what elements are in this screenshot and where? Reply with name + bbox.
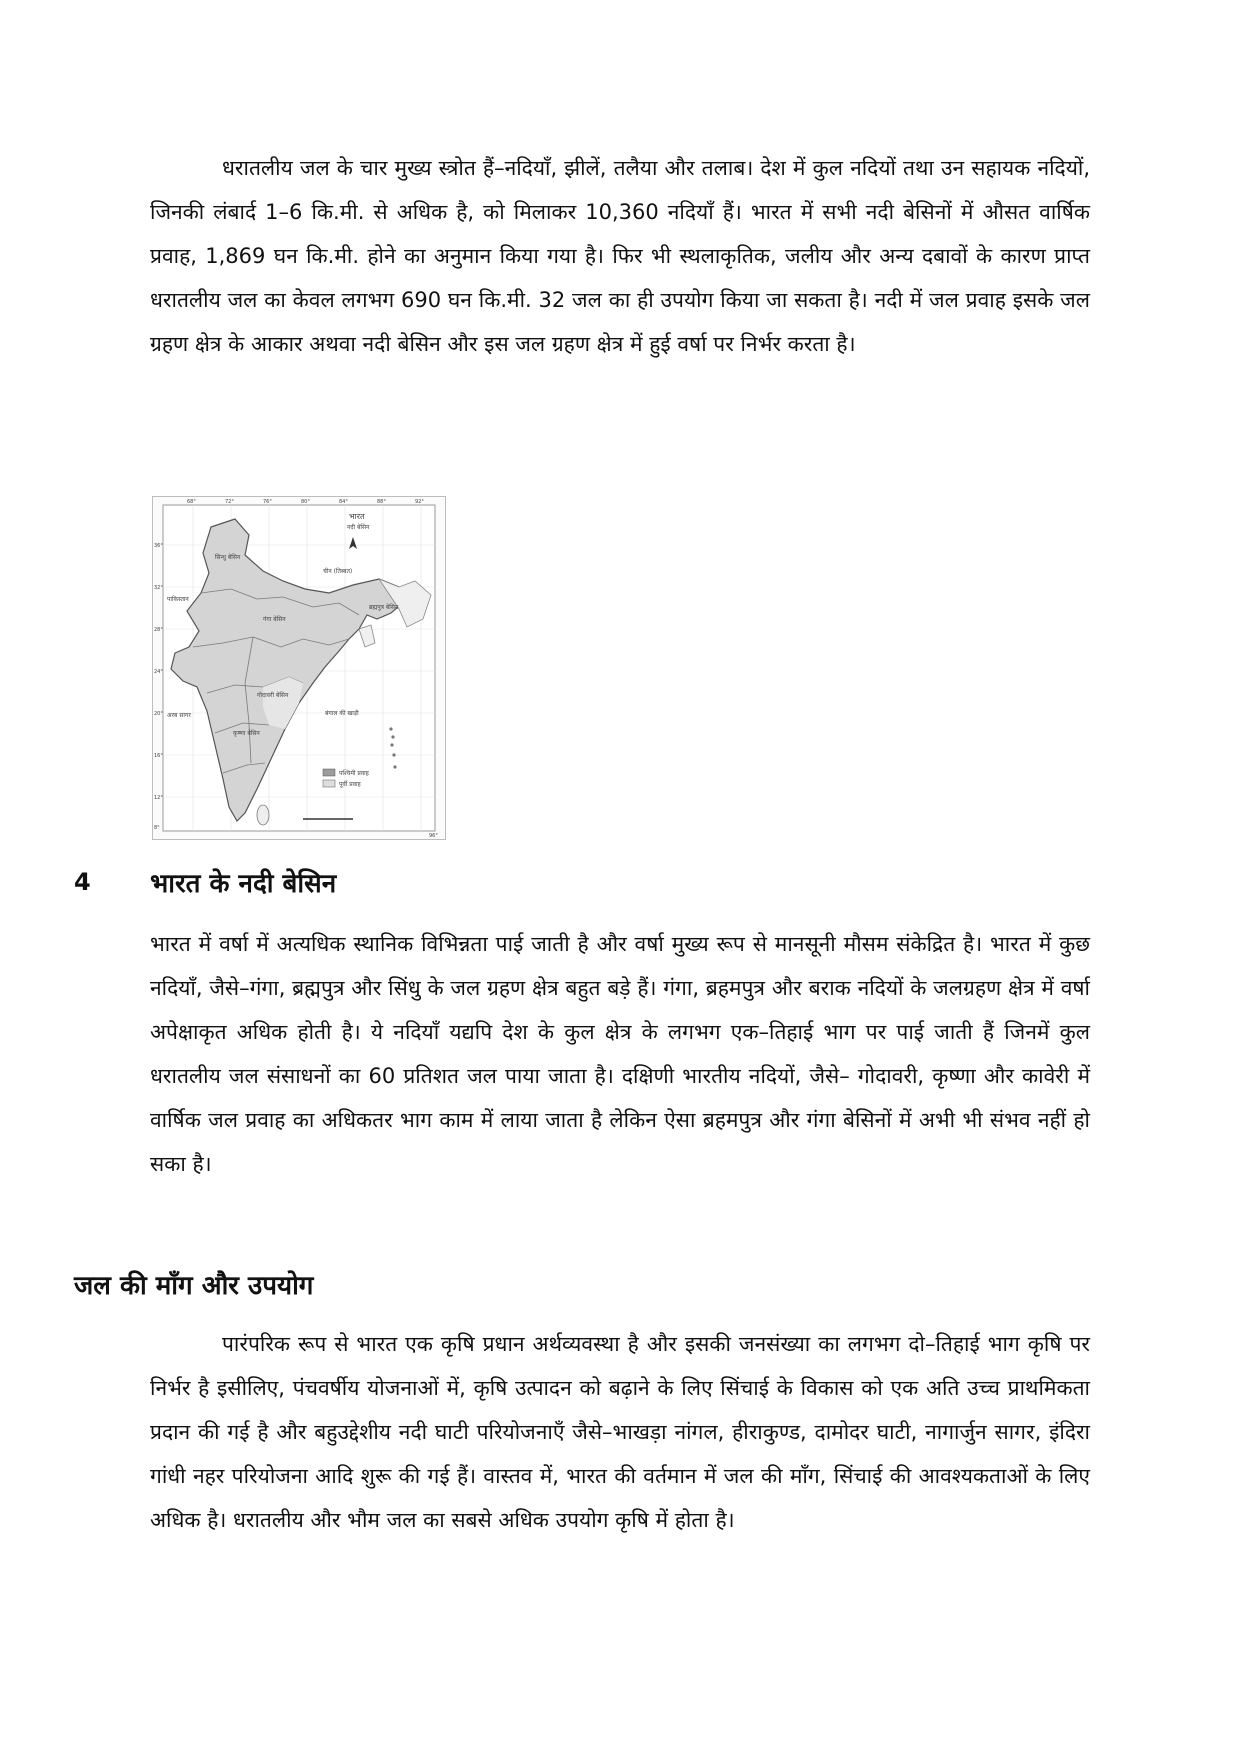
map-subtitle: नदी बेसिन <box>347 524 370 531</box>
paragraph-river-basins: भारत में वर्षा में अत्यधिक स्थानिक विभिन्नता पाई जाती है और वर्षा मुख्य रूप से मानसूनी मौसम संकेद्रित है। भारत में कुछ नदियाँ, जैसे–गंगा, ब्रह्मपुत्र और सिंधु के जल ग्रहण क्षेत्र बहुत बड़े हैं। गंगा, ब्रहमपुत्र और बराक नदियों के जलग्रहण क्षेत्र में वर्षा अपेक्षाकृत अधिक होती है। ये नदियाँ यद्यपि देश के कुल क्षेत्र के लगभग एक–तिहाई भाग पर पाई जाती हैं जिनमें कुल धरातलीय जल संसाधनों का 60 प्रतिशत जल पाया जाता है। दक्षिणी भारतीय नदियों, जैसे– गोदावरी, कृष्णा और कावेरी में वार्षिक जल प्रवाह का अधिकतर भाग काम में लाया जाता है लेकिन ऐसा ब्रहमपुत्र और गंगा बेसिनों में अभी भी संभव नहीं हो सका है। <box>150 932 1090 1176</box>
legend-east-flow: पूर्वी प्रवाह <box>339 781 361 788</box>
lon-tick: 80° <box>301 499 310 505</box>
legend-west-flow: पश्चिमी प्रवाह <box>339 770 369 777</box>
map-label-krishna: कृष्णा बेसिन <box>233 730 260 737</box>
map-title: भारत <box>349 512 365 521</box>
lat-tick: 24° <box>154 669 163 675</box>
map-label-indus: सिन्धु बेसिन <box>215 554 241 561</box>
map-label-ganga: गंगा बेसिन <box>263 616 286 623</box>
india-map-figure <box>153 497 445 839</box>
lat-tick: 32° <box>154 585 163 591</box>
lat-tick: 36° <box>154 543 163 549</box>
map-label-pakistan: पाकिस्तान <box>167 596 189 603</box>
map-label-brahmaputra: ब्रह्मपुत्र बेसिन <box>369 604 399 611</box>
lat-tick: 16° <box>154 753 163 759</box>
lat-tick: 20° <box>154 711 163 717</box>
heading-water-demand: जल की माँग और उपयोग <box>74 1271 314 1301</box>
map-label-godavari: गोदावरी बेसिन <box>257 692 289 699</box>
lat-tick: 8° <box>154 825 160 831</box>
lon-tick: 72° <box>225 499 234 505</box>
river-basin-map <box>152 496 446 840</box>
map-label-sea: अरब सागर <box>167 712 191 719</box>
lon-tick: 88° <box>377 499 386 505</box>
paragraph-water-demand: पारंपरिक रूप से भारत एक कृषि प्रधान अर्थव्यवस्था है और इसकी जनसंख्या का लगभग दो–तिहाई भाग कृषि पर निर्भर है इसीलिए, पंचवर्षीय योजनाओं में, कृषि उत्पादन को बढ़ाने के लिए सिंचाई के विकास को एक अति उच्च प्राथमिकता प्रदान की गई है और बहुउद्देशीय नदी घाटी परियोजनाएँ जैसे–भाखड़ा नांगल, हीराकुण्ड, दामोदर घाटी, नागार्जुन सागर, इंदिरा गांधी नहर परियोजना आदि शुरू की गई हैं। वास्तव में, भारत की वर्तमान में जल की माँग, सिंचाई की आवश्यकताओं के लिए अधिक है। धरातलीय और भौम जल का सबसे अधिक उपयोग कृषि में होता है। <box>150 1332 1090 1532</box>
section-number: 4 <box>74 868 91 896</box>
lon-tick: 96° <box>429 833 438 839</box>
section-title: भारत के नदी बेसिन <box>150 869 337 899</box>
paragraph-surface-water: धरातलीय जल के चार मुख्य स्त्रोत हैं–नदियाँ, झीलें, तलैया और तलाब। देश में कुल नदियों तथा उन सहायक नदियों, जिनकी लंबार्द 1–6 कि.मी. से अधिक है, को मिलाकर 10,360 नदियाँ हैं। भारत में सभी नदी बेसिनों में औसत वार्षिक प्रवाह, 1,869 घन कि.मी. होने का अनुमान किया गया है। फिर भी स्थलाकृतिक, जलीय और अन्य दबावों के कारण प्राप्त धरातलीय जल का केवल लगभग 690 घन कि.मी. 32 जल का ही उपयोग किया जा सकता है। नदी में जल प्रवाह इसके जल ग्रहण क्षेत्र के आकार अथवा नदी बेसिन और इस जल ग्रहण क्षेत्र में हुई वर्षा पर निर्भर करता है। <box>150 156 1090 356</box>
lon-tick: 92° <box>415 499 424 505</box>
lat-tick: 28° <box>154 627 163 633</box>
lat-tick: 12° <box>154 795 163 801</box>
lon-tick: 84° <box>339 499 348 505</box>
map-label-bay: बंगाल की खाड़ी <box>325 710 359 717</box>
map-label-china: चीन (तिब्बत) <box>323 568 353 575</box>
lon-tick: 76° <box>263 499 272 505</box>
lon-tick: 68° <box>187 499 196 505</box>
